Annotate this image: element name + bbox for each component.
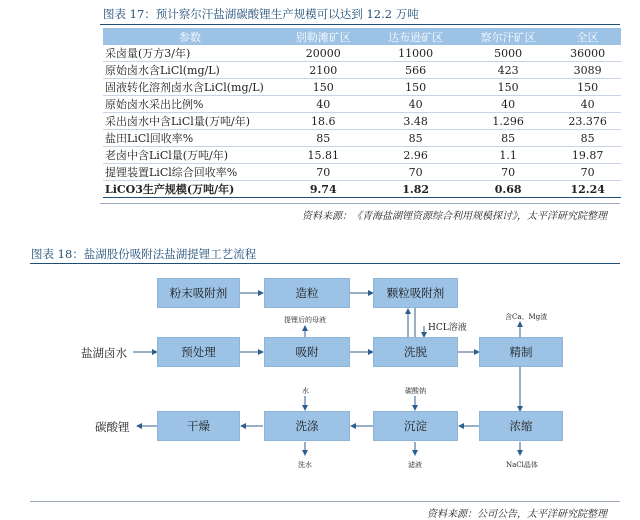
value-cell: 70 [554,164,621,181]
value-cell: 566 [369,62,461,79]
table-header-cell: 参数 [103,28,277,45]
total-value-cell: 1.82 [369,181,461,198]
figure-17-source: 资料来源：《青海盐湖锂资源综合利用规模探讨》，太平洋研究院整理 [302,211,607,222]
lithium-carbonate-label: 碳酸锂 [95,420,130,434]
mother-liquor-label: 提锂后的母液 [284,316,326,324]
value-cell: 3089 [554,62,621,79]
value-cell: 150 [277,79,369,96]
value-cell: 1.296 [462,113,554,130]
table-header-cell: 别勒滩矿区 [277,28,369,45]
value-cell: 85 [369,130,461,147]
value-cell: 1.1 [462,147,554,164]
row-label-cell: 原始卤水采出比例% [103,96,277,113]
table-header-cell: 全区 [554,28,621,45]
table-header-cell: 达布逊矿区 [369,28,461,45]
nacl-label: NaCl晶体 [506,461,538,469]
value-cell: 11000 [369,45,461,62]
value-cell: 150 [554,79,621,96]
elution-box: 洗脱 [373,337,458,367]
value-cell: 85 [462,130,554,147]
value-cell: 70 [462,164,554,181]
water-label: 水 [302,387,309,395]
value-cell: 23.376 [554,113,621,130]
row-label-cell: 老卤中含LiCl量(万吨/年) [103,147,277,164]
value-cell: 40 [277,96,369,113]
filtrate-label: 滤液 [408,461,422,469]
value-cell: 85 [554,130,621,147]
value-cell: 19.87 [554,147,621,164]
value-cell: 3.48 [369,113,461,130]
value-cell: 18.6 [277,113,369,130]
value-cell: 40 [462,96,554,113]
value-cell: 5000 [462,45,554,62]
value-cell: 70 [277,164,369,181]
washing-box: 洗涤 [264,411,350,441]
value-cell: 423 [462,62,554,79]
row-label-cell: 提锂装置LiCl综合回收率% [103,164,277,181]
value-cell: 15.81 [277,147,369,164]
value-cell: 85 [277,130,369,147]
total-value-cell: 12.24 [554,181,621,198]
ca-mg-label: 含Ca、Mg渣 [505,313,548,321]
row-label-cell: 盐田LiCl回收率% [103,130,277,147]
row-label-cell: 原始卤水含LiCl(mg/L) [103,62,277,79]
table-header-cell: 察尔汗矿区 [462,28,554,45]
granular-adsorbent-box: 颗粒吸附剂 [373,278,458,308]
value-cell: 2.96 [369,147,461,164]
value-cell: 20000 [277,45,369,62]
total-value-cell: 9.74 [277,181,369,198]
value-cell: 36000 [554,45,621,62]
drying-box: 干燥 [157,411,240,441]
value-cell: 150 [369,79,461,96]
figure-bottom-rule [30,501,620,502]
granulation-box: 造粒 [264,278,350,308]
row-label-cell: 采卤量(万方3/年) [103,45,277,62]
concentration-box: 浓缩 [479,411,563,441]
row-label-cell: 固液转化溶剂卤水含LiCl(mg/L) [103,79,277,96]
adsorption-box: 吸附 [264,337,350,367]
refining-box: 精制 [479,337,563,367]
value-cell: 150 [462,79,554,96]
value-cell: 70 [369,164,461,181]
total-value-cell: 0.68 [462,181,554,198]
figure-18-caption: 图表 18：盐湖股份吸附法盐湖提锂工艺流程 [31,247,257,261]
figure-18-source: 资料来源：公司公告，太平洋研究院整理 [427,509,607,520]
pretreatment-box: 预处理 [157,337,240,367]
hcl-label: HCL溶液 [428,323,467,333]
brine-label: 盐湖卤水 [81,346,127,360]
powder-adsorbent-box: 粉末吸附剂 [157,278,240,308]
value-cell: 40 [369,96,461,113]
row-label-cell: 采出卤水中含LiCl量(万吨/年) [103,113,277,130]
value-cell: 40 [554,96,621,113]
value-cell: 2100 [277,62,369,79]
total-label-cell: LiCO3生产规模(万吨/年) [103,181,277,198]
sodium-carbonate-label: 碳酸钠 [405,387,426,395]
precipitation-box: 沉淀 [373,411,458,441]
wash-water-label: 洗水 [298,461,312,469]
figure-17-caption: 图表 17：预计察尔汗盐湖碳酸锂生产规模可以达到 12.2 万吨 [103,7,419,21]
